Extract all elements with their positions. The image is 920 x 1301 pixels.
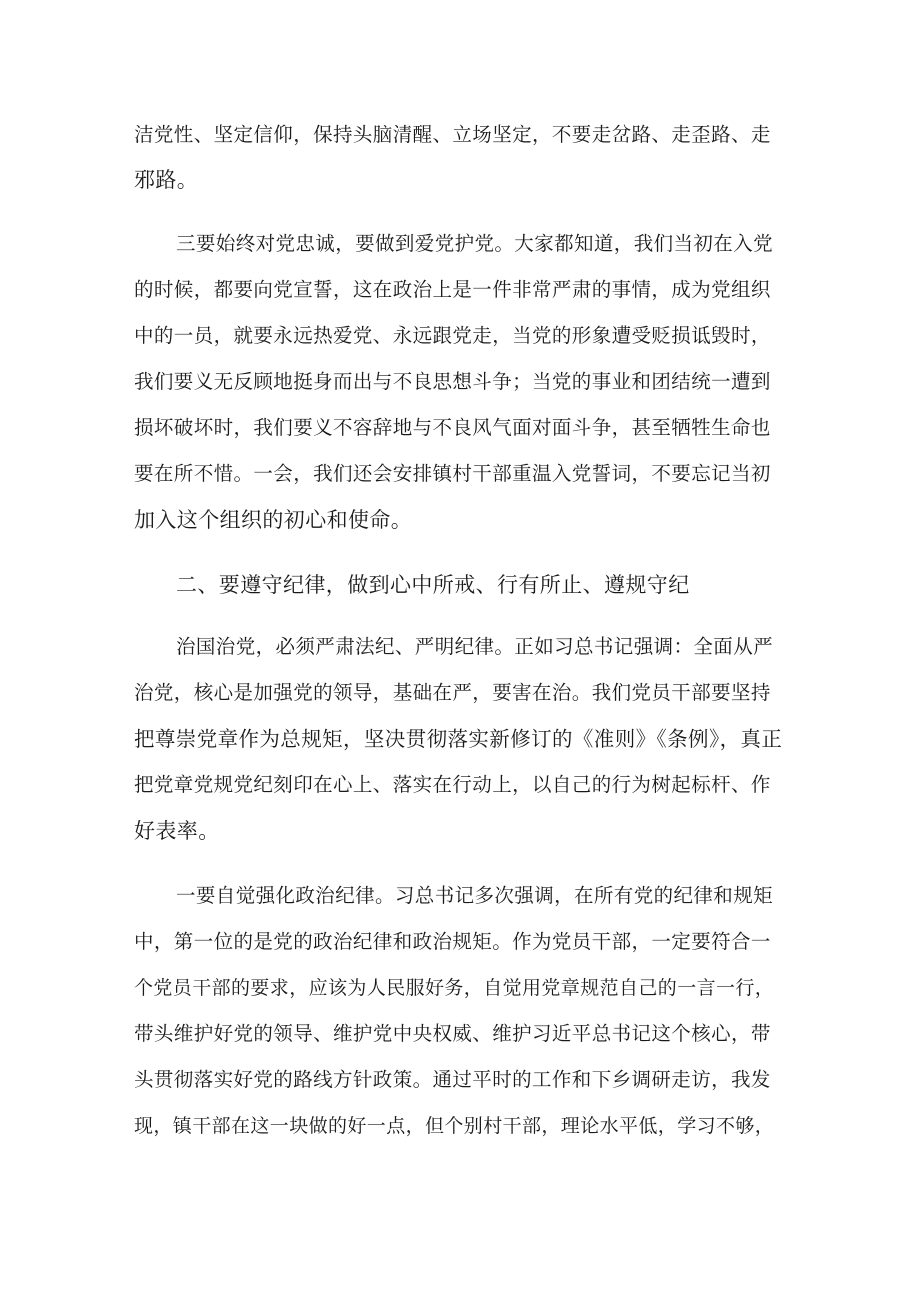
text-line: 三要始终对党忠诚，要做到爱党护党。大家都知道，我们当初在入党 [176, 232, 774, 255]
section-heading: 二、要遵守纪律，做到心中所戒、行有所止、遵规守纪 [176, 573, 690, 597]
text-line: 中，第一位的是党的政治纪律和政治规矩。作为党员干部，一定要符合一 [134, 930, 771, 953]
text-line: 个党员干部的要求，应该为人民服好务，自觉用党章规范自己的一言一行， [134, 977, 775, 999]
text-line: 加入这个组织的初心和使命。 [134, 508, 413, 532]
text-line: 把尊崇党章作为总规矩，坚决贯彻落实新修订的《准则》《条例》，真正 [134, 727, 783, 751]
text-line: 要在所不惜。一会，我们还会安排镇村干部重温入党誓词，不要忘记当初 [134, 462, 771, 485]
text-line: 带头维护好党的领导、维护党中央权威、维护习近平总书记这个核心，带 [134, 1022, 771, 1045]
text-line: 的时候，都要向党宣誓，这在政治上是一件非常严肃的事情，成为党组织 [134, 278, 771, 301]
text-line: 邪路。 [134, 168, 199, 192]
text-line: 我们要义无反顾地挺身而出与不良思想斗争；当党的事业和团结统一遭到 [134, 370, 771, 393]
text-line: 好表率。 [134, 819, 220, 843]
text-line: 治党，核心是加强党的领导，基础在严，要害在治。我们党员干部要坚持 [134, 681, 771, 704]
text-line: 损坏破坏时，我们要义不容辞地与不良风气面对面斗争，甚至牺牲生命也 [134, 416, 771, 439]
text-line: 洁党性、坚定信仰，保持头脑清醒、立场坚定，不要走岔路、走歪路、走 [134, 123, 771, 146]
text-line: 现，镇干部在这一块做的好一点，但个别村干部，理论水平低，学习不够， [134, 1115, 775, 1137]
text-line: 治国治党，必须严肃法纪、严明纪律。正如习总书记强调：全面从严 [176, 635, 774, 658]
text-line: 一要自觉强化政治纪律。习总书记多次强调，在所有党的纪律和规矩 [176, 884, 774, 907]
text-line: 中的一员，就要永远热爱党、永远跟党走，当党的形象遭受贬损诋毁时， [134, 324, 771, 347]
text-line: 把党章党规党纪刻印在心上、落实在行动上，以自己的行为树起标杆、作 [134, 773, 771, 796]
text-line: 头贯彻落实好党的路线方针政策。通过平时的工作和下乡调研走访，我发 [134, 1068, 771, 1091]
